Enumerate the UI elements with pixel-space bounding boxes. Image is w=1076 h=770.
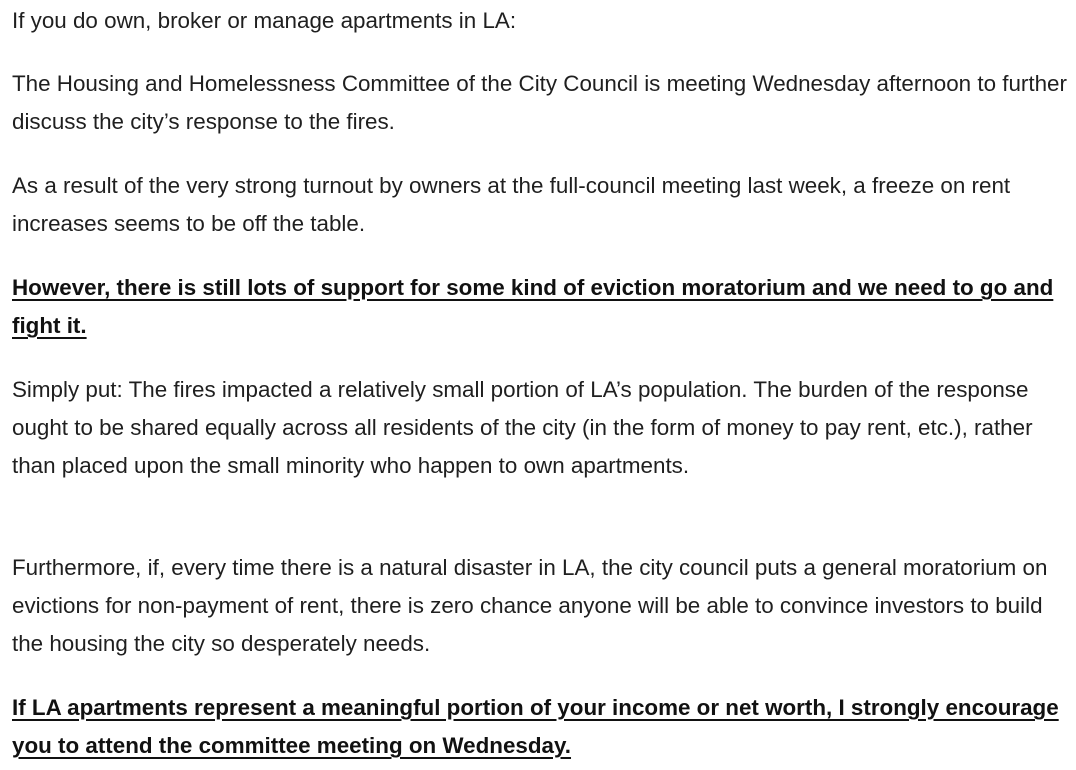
- burden-argument-paragraph: Simply put: The fires impacted a relatively small portion of LA’s population. The burden of the response ought to be shared equally across all residents of the city (in the form of money to pay rent, etc.), rather than placed upon the small minority who happen to own apartments.: [12, 377, 1033, 478]
- eviction-moratorium-callout: However, there is still lots of support for some kind of eviction moratorium and we need to go and fight it.: [12, 275, 1054, 338]
- call-to-action-callout: If LA apartments represent a meaningful portion of your income or net worth, I strongly encourage you to attend the committee meeting on Wednesday.: [12, 695, 1059, 758]
- rent-freeze-paragraph: As a result of the very strong turnout by owners at the full-council meeting last week, a freeze on rent increases seems to be off the table.: [12, 173, 1011, 236]
- investor-argument-paragraph: Furthermore, if, every time there is a natural disaster in LA, the city council puts a general moratorium on evictions for non-payment of rent, there is zero chance anyone will be able to convince investors to build the housing the city so desperately needs.: [12, 555, 1048, 656]
- intro-paragraph: If you do own, broker or manage apartments in LA:: [12, 8, 517, 33]
- committee-meeting-paragraph: The Housing and Homelessness Committee of the City Council is meeting Wednesday afternoon to further discuss the city’s response to the fires.: [12, 71, 1067, 134]
